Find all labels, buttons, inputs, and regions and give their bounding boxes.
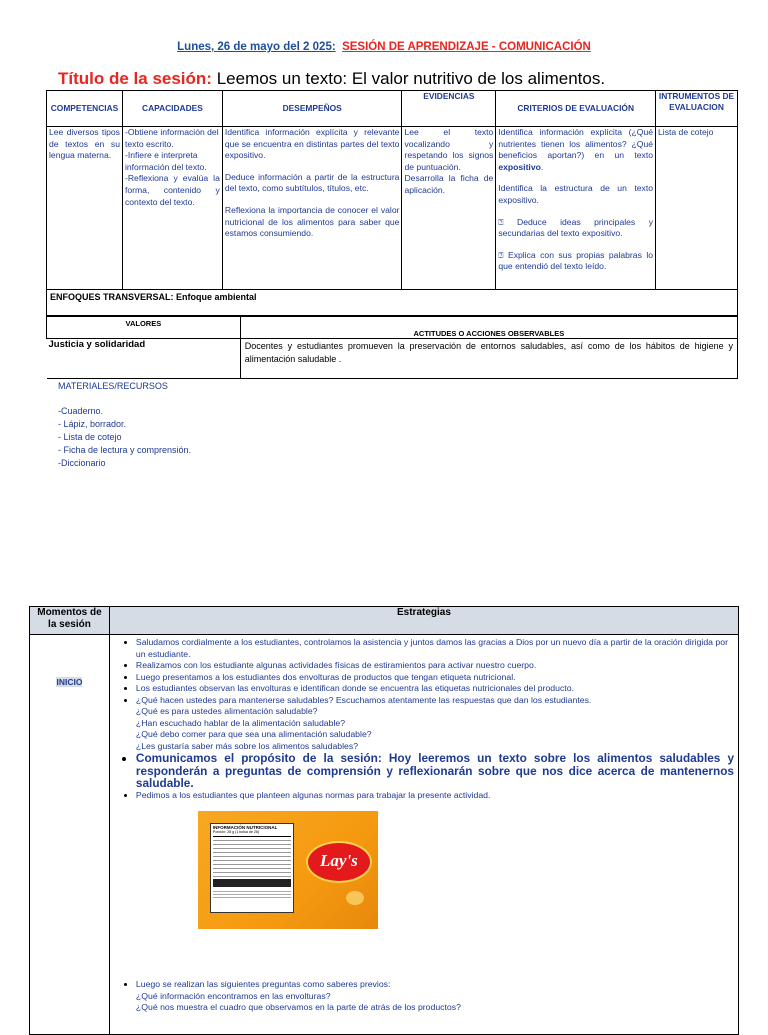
desempeno-item: Identifica información explícita y relevante que se encuentra en distintas partes del texto expositivo. — [224, 127, 400, 161]
lays-logo: Lay's — [306, 841, 372, 883]
session-header — [0, 41, 768, 53]
nutrition-sub: Porción: 28 g (1 bolsa de 28) — [212, 830, 260, 835]
material-item: - Lápiz, borrador. — [58, 419, 127, 429]
instrumento-cell: Lista de cotejo — [656, 127, 738, 290]
momento-cell — [30, 635, 110, 1035]
actitudes-header: ACTITUDES O ACCIONES OBSERVABLES — [240, 317, 737, 339]
nutrition-label-image — [198, 811, 378, 929]
desempeno-item: Reflexiona la importancia de conocer el valor nutricional de los alimentos para saber que estamos consumiendo. — [224, 204, 400, 239]
header-evidencias: EVIDENCIAS — [402, 91, 496, 127]
session-subject: SESIÓN DE APRENDIZAJE - COMUNICACIÓN — [342, 41, 591, 53]
desempenos-cell — [222, 127, 402, 290]
estrategia-item: • Realizamos con los estudiante algunas actividades físicas de estiramientos para activar nuestro cuerpo. — [136, 660, 734, 672]
actitud-cell: Docentes y estudiantes promueven la preservación de entornos saludables, así como de los hábitos de higiene y alimentación saludable . — [240, 339, 737, 379]
estrategias-cell — [109, 635, 738, 1035]
criterio-item: Identifica información explícita (¿Qué nutrientes tienen los alimentos? ¿Qué beneficios aportan?) en un texto expositivo. — [498, 127, 654, 172]
material-item: -Diccionario — [58, 458, 106, 468]
chip-icon — [346, 891, 364, 905]
momento-inicio: INICIO — [56, 677, 83, 687]
materiales-title: MATERIALES/RECURSOS — [58, 381, 168, 391]
saberes-question: ¿Qué nos muestra el cuadro que observamos en la parte de atrás de los productos? — [135, 1002, 461, 1012]
session-title — [58, 69, 605, 89]
header-capacidades: CAPACIDADES — [122, 91, 222, 127]
capacidad-item: -Obtiene información del texto escrito. — [124, 127, 219, 149]
capacidad-item: -Infiere e interpreta información del texto. — [124, 150, 207, 172]
estrategia-item: • ¿Qué hacen ustedes para mantenerse saludables? Escuchamos atentamente las respuestas que dan los estudiantes. — [136, 695, 734, 707]
saberes-question: ¿Qué información encontramos en las envolturas? — [135, 990, 331, 1001]
criterio-bullet-icon: ⍰ — [498, 249, 504, 260]
evidencias-cell — [402, 127, 496, 290]
purpose-statement: • Comunicamos el propósito de la sesión: Hoy leeremos un texto sobre los alimentos saludables y responderán a preguntas de comprensión y reflexionarán sobre que nos dice acerca de mantenernos saludable. — [136, 752, 734, 790]
question-item: ¿Qué debo comer para que sea una alimentación saludable? — [135, 729, 372, 739]
material-item: - Ficha de lectura y comprensión. — [58, 445, 192, 455]
header-instrumentos: INTRUMENTOS DE EVALUACION — [656, 91, 738, 127]
material-item: - Lista de cotejo — [58, 432, 122, 442]
question-item: ¿Han escuchado hablar de la alimentación saludable? — [135, 717, 346, 728]
criterio-item: Identifica la estructura de un texto expositivo. — [498, 183, 654, 205]
header-competencias: COMPETENCIAS — [47, 91, 123, 127]
estrategia-item: • Luego presentamos a los estudiantes dos envolturas de productos que tengan etiqueta nutricional. — [136, 672, 734, 684]
estrategia-item: • Saludamos cordialmente a los estudiantes, controlamos la asistencia y juntos damos las gracias a Dios por un nuevo día a partir de la oración dirigida por un estudiante. — [136, 637, 734, 660]
criterio-item: ⍰ Deduce ideas principales y secundarias del texto expositivo. — [498, 216, 654, 239]
header-momentos: Momentos de la sesión — [30, 607, 110, 635]
session-title-text: Leemos un texto: El valor nutritivo de los alimentos. — [216, 69, 606, 88]
capacidades-cell — [122, 127, 222, 290]
materiales-section — [58, 380, 191, 470]
evidencia-item: Lee el texto vocalizando y respetando los signos de puntuación. — [404, 127, 494, 172]
session-date: Lunes, 26 de mayo del 2 025: — [177, 41, 336, 53]
session-title-label: Título de la sesión: — [58, 69, 212, 88]
valor-cell: Justicia y solidaridad — [47, 339, 241, 379]
criterio-bullet-icon: ⍰ — [498, 216, 504, 227]
enfoques-transversal: ENFOQUES TRANSVERSAL: Enfoque ambiental — [46, 290, 738, 316]
estrategia-item: • Los estudiantes observan las envolturas e identifican donde se encuentra las etiquetas nutricionales del producto. — [136, 683, 734, 695]
competencia-cell: Lee diversos tipos de textos en su lengua materna. — [47, 127, 123, 290]
material-item: -Cuaderno. — [58, 406, 104, 416]
valores-table — [46, 316, 738, 379]
nutrition-facts-panel — [210, 823, 294, 913]
header-desempenos: DESEMPEÑOS — [222, 91, 402, 127]
capacidad-item: -Reflexiona y evalúa la forma, contenido y contexto del texto. — [124, 173, 220, 207]
desempeno-item: Deduce información a partir de la estructura del texto, como subtítulos, títulos, etc. — [224, 171, 400, 194]
saberes-item: • Luego se realizan las siguientes preguntas como saberes previos: — [136, 979, 734, 991]
normas-item: • Pedimos a los estudiantes que planteen algunas normas para trabajar la presente actividad. — [136, 790, 734, 802]
competencias-table — [46, 90, 738, 290]
header-estrategias: Estrategias — [109, 607, 738, 635]
valores-header: VALORES — [47, 317, 241, 339]
estrategias-list — [118, 637, 734, 706]
criterio-item: ⍰ Explica con sus propias palabras lo que entendió del texto leído. — [498, 249, 654, 272]
header-criterios: CRITERIOS DE EVALUACIÓN — [496, 91, 656, 127]
estrategias-table — [29, 606, 739, 1035]
nutrition-title: INFORMACIÓN NUTRICIONAL — [212, 825, 278, 830]
question-item: ¿Qué es para ustedes alimentación saludable? — [135, 706, 318, 716]
evidencia-item: Desarrolla la ficha de aplicación. — [404, 173, 494, 195]
criterios-cell — [496, 127, 656, 290]
question-item: ¿Les gustaría saber más sobre los alimentos saludables? — [135, 740, 359, 751]
